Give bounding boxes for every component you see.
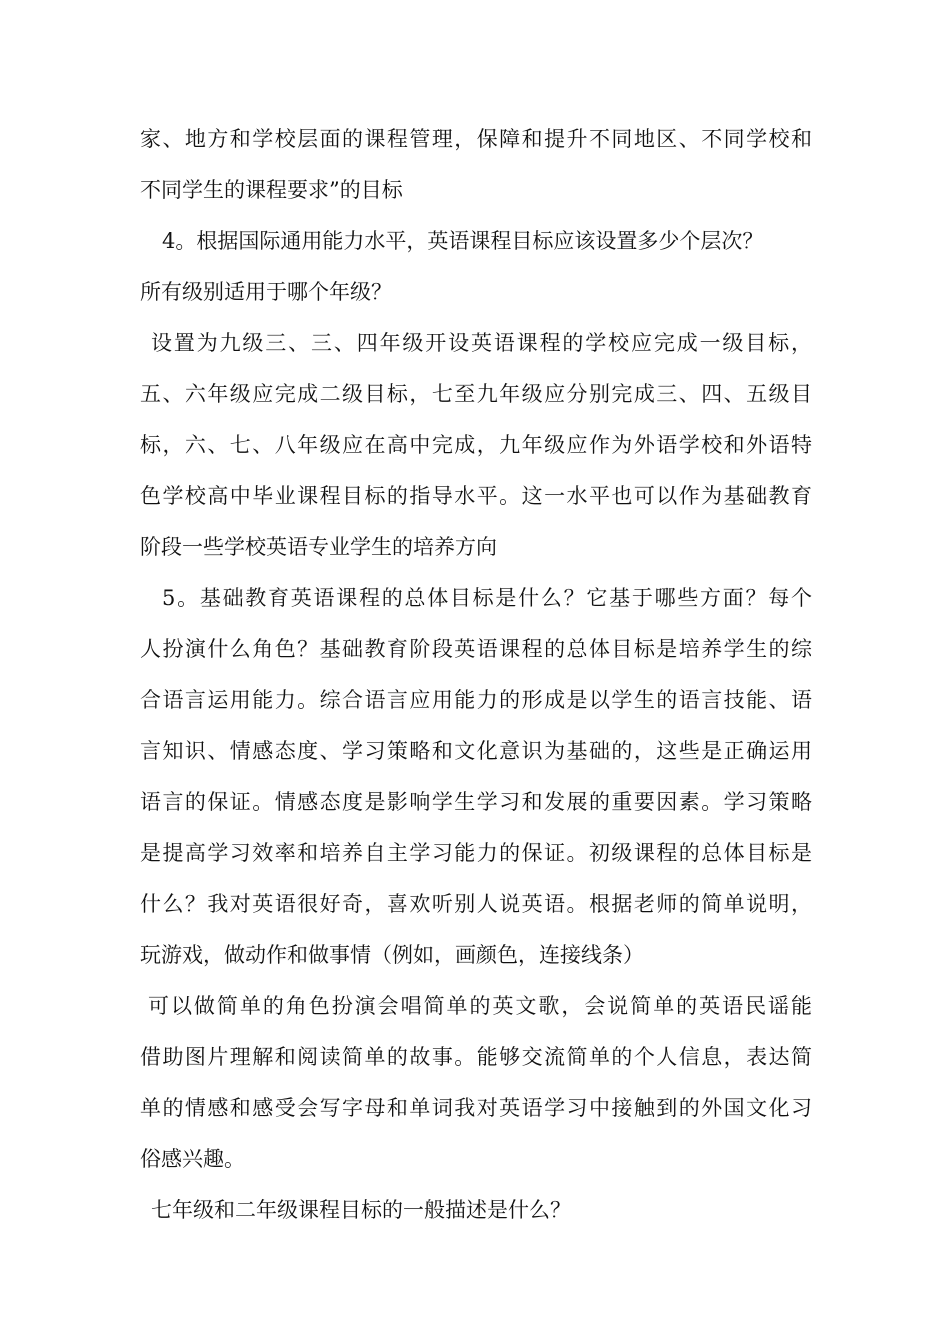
- paragraph-line: 借助图片理解和阅读简单的故事。能够交流简单的个人信息，表达简: [140, 1045, 812, 1069]
- paragraph-line: 设置为九级三、三、四年级开设英语课程的学校应完成一级目标，: [151, 331, 812, 355]
- paragraph-line: 阶段一些学校英语专业学生的培养方向: [140, 535, 497, 559]
- paragraph-line: 五、六年级应完成二级目标，七至九年级应分别完成三、四、五级目: [140, 382, 812, 406]
- question-line: 七年级和二年级课程目标的一般描述是什么？: [151, 1198, 571, 1222]
- paragraph-line: 合语言运用能力。综合语言应用能力的形成是以学生的语言技能、语: [140, 688, 812, 712]
- question-line: 5。基础教育英语课程的总体目标是什么？它基于哪些方面？每个: [162, 586, 812, 610]
- paragraph-line: 标，六、七、八年级应在高中完成，九年级应作为外语学校和外语特: [140, 433, 812, 457]
- paragraph-line: 家、地方和学校层面的课程管理，保障和提升不同地区、不同学校和: [140, 127, 812, 151]
- paragraph-line: 可以做简单的角色扮演会唱简单的英文歌，会说简单的英语民谣能: [148, 994, 812, 1018]
- paragraph-line: 俗感兴趣。: [140, 1147, 245, 1171]
- paragraph-line: 玩游戏，做动作和做事情（例如，画颜色，连接线条）: [140, 943, 644, 967]
- document-body: [140, 114, 812, 1236]
- paragraph-line: 什么？我对英语很好奇，喜欢听别人说英语。根据老师的简单说明，: [140, 892, 812, 916]
- paragraph-line: 不同学生的课程要求”的目标: [140, 178, 403, 202]
- paragraph-line: 语言的保证。情感态度是影响学生学习和发展的重要因素。学习策略: [140, 790, 812, 814]
- paragraph-line: 言知识、情感态度、学习策略和文化意识为基础的，这些是正确运用: [140, 739, 812, 763]
- paragraph-line: 人扮演什么角色？基础教育阶段英语课程的总体目标是培养学生的综: [140, 637, 812, 661]
- paragraph-line: 单的情感和感受会写字母和单词我对英语学习中接触到的外国文化习: [140, 1096, 812, 1120]
- paragraph-line: 色学校高中毕业课程目标的指导水平。这一水平也可以作为基础教育: [140, 484, 812, 508]
- question-line: 4。根据国际通用能力水平，英语课程目标应该设置多少个层次？: [162, 229, 764, 253]
- paragraph-line: 是提高学习效率和培养自主学习能力的保证。初级课程的总体目标是: [140, 841, 812, 865]
- question-line: 所有级别适用于哪个年级？: [140, 280, 392, 304]
